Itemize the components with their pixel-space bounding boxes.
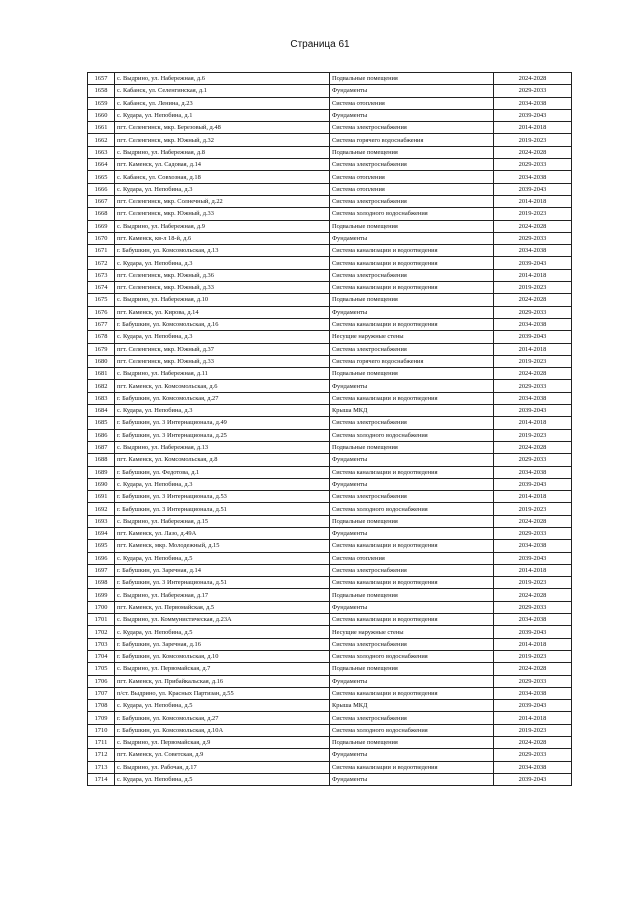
system-cell: Система холодного водоснабжения — [330, 503, 494, 515]
period-cell: 2029-2033 — [494, 306, 572, 318]
period-cell: 2039-2043 — [494, 478, 572, 490]
row-number: 1707 — [88, 687, 115, 699]
system-cell: Подвальные помещения — [330, 515, 494, 527]
row-number: 1672 — [88, 257, 115, 269]
system-cell: Система канализации и водоотведения — [330, 614, 494, 626]
address-cell: с. Кудара, ул. Непобина, д.3 — [115, 478, 330, 490]
table-row — [88, 306, 572, 318]
row-number: 1660 — [88, 109, 115, 121]
period-cell: 2014-2018 — [494, 417, 572, 429]
address-cell: пгт. Каменск, ул. Комсомольская, д.6 — [115, 380, 330, 392]
address-cell: г. Бабушкин, ул. 3 Интернационала, д.49 — [115, 417, 330, 429]
period-cell: 2019-2023 — [494, 429, 572, 441]
row-number: 1705 — [88, 663, 115, 675]
period-cell: 2019-2023 — [494, 208, 572, 220]
address-cell: с. Кудара, ул. Непобина, д.3 — [115, 331, 330, 343]
table-row — [88, 491, 572, 503]
address-cell: пгт. Каменск, ул. Советская, д.9 — [115, 749, 330, 761]
address-cell: пгт. Селенгинск, мкр. Южный, д.33 — [115, 355, 330, 367]
row-number: 1662 — [88, 134, 115, 146]
system-cell: Система отопления — [330, 183, 494, 195]
row-number: 1710 — [88, 724, 115, 736]
address-cell: с. Выдрино, ул. Набережная, д.15 — [115, 515, 330, 527]
table-row — [88, 368, 572, 380]
table-row — [88, 614, 572, 626]
row-number: 1665 — [88, 171, 115, 183]
system-cell: Система холодного водоснабжения — [330, 724, 494, 736]
system-cell: Система отопления — [330, 552, 494, 564]
period-cell: 2019-2023 — [494, 577, 572, 589]
page-title: Страница 61 — [290, 39, 350, 50]
system-cell: Подвальные помещения — [330, 294, 494, 306]
table-row — [88, 638, 572, 650]
period-cell: 2019-2023 — [494, 282, 572, 294]
address-cell: г. Бабушкин, ул. Комсомольская, д.27 — [115, 712, 330, 724]
row-number: 1670 — [88, 232, 115, 244]
system-cell: Система канализации и водоотведения — [330, 392, 494, 404]
period-cell: 2039-2043 — [494, 700, 572, 712]
system-cell: Система канализации и водоотведения — [330, 540, 494, 552]
row-number: 1714 — [88, 773, 115, 785]
row-number: 1691 — [88, 491, 115, 503]
period-cell: 2019-2023 — [494, 503, 572, 515]
table-body — [88, 73, 572, 786]
system-cell: Фундаменты — [330, 675, 494, 687]
row-number: 1709 — [88, 712, 115, 724]
period-cell: 2029-2033 — [494, 159, 572, 171]
row-number: 1697 — [88, 564, 115, 576]
system-cell: Подвальные помещения — [330, 368, 494, 380]
period-cell: 2024-2028 — [494, 220, 572, 232]
period-cell: 2034-2038 — [494, 761, 572, 773]
system-cell: Подвальные помещения — [330, 663, 494, 675]
period-cell: 2039-2043 — [494, 405, 572, 417]
system-cell: Фундаменты — [330, 773, 494, 785]
row-number: 1701 — [88, 614, 115, 626]
row-number: 1663 — [88, 146, 115, 158]
system-cell: Система электроснабжения — [330, 343, 494, 355]
period-cell: 2034-2038 — [494, 97, 572, 109]
table-row — [88, 712, 572, 724]
table-row — [88, 601, 572, 613]
system-cell: Система канализации и водоотведения — [330, 257, 494, 269]
address-cell: с. Кудара, ул. Непобина, д.5 — [115, 626, 330, 638]
address-cell: с. Выдрино, ул. Набережная, д.13 — [115, 441, 330, 453]
row-number: 1658 — [88, 85, 115, 97]
table-row — [88, 134, 572, 146]
row-number: 1693 — [88, 515, 115, 527]
address-cell: г. Бабушкин, ул. 3 Интернационала, д.53 — [115, 491, 330, 503]
system-cell: Система канализации и водоотведения — [330, 282, 494, 294]
period-cell: 2034-2038 — [494, 466, 572, 478]
table-row — [88, 466, 572, 478]
address-cell: с. Кабанск, ул. Селенгинская, д.1 — [115, 85, 330, 97]
period-cell: 2034-2038 — [494, 392, 572, 404]
address-cell: п/ст. Выдрино, ул. Красных Партизан, д.55 — [115, 687, 330, 699]
row-number: 1686 — [88, 429, 115, 441]
table-row — [88, 503, 572, 515]
period-cell: 2014-2018 — [494, 122, 572, 134]
system-cell: Система холодного водоснабжения — [330, 429, 494, 441]
row-number: 1669 — [88, 220, 115, 232]
address-cell: с. Выдрино, ул. Рабочая, д.17 — [115, 761, 330, 773]
period-cell: 2024-2028 — [494, 663, 572, 675]
address-cell: пгт. Селенгинск, мкр. Солнечный, д.22 — [115, 195, 330, 207]
address-cell: г. Бабушкин, ул. Федотова, д.1 — [115, 466, 330, 478]
row-number: 1687 — [88, 441, 115, 453]
row-number: 1690 — [88, 478, 115, 490]
table-row — [88, 85, 572, 97]
table-row — [88, 208, 572, 220]
system-cell: Несущие наружные стены — [330, 331, 494, 343]
row-number: 1708 — [88, 700, 115, 712]
system-cell: Фундаменты — [330, 109, 494, 121]
period-cell: 2034-2038 — [494, 171, 572, 183]
system-cell: Система электроснабжения — [330, 638, 494, 650]
address-cell: пгт. Каменск, ул. Лазо, д.49А — [115, 527, 330, 539]
row-number: 1696 — [88, 552, 115, 564]
address-cell: пгт. Каменск, ул. Садовая, д.14 — [115, 159, 330, 171]
address-cell: пгт. Каменск, ул. Первомайская, д.5 — [115, 601, 330, 613]
system-cell: Система канализации и водоотведения — [330, 577, 494, 589]
period-cell: 2039-2043 — [494, 552, 572, 564]
system-cell: Фундаменты — [330, 749, 494, 761]
address-cell: с. Выдрино, ул. Первомайская, д.9 — [115, 737, 330, 749]
table-row — [88, 675, 572, 687]
system-cell: Система канализации и водоотведения — [330, 466, 494, 478]
period-cell: 2039-2043 — [494, 331, 572, 343]
system-cell: Фундаменты — [330, 232, 494, 244]
address-cell: пгт. Каменск, ул. Кирова, д.14 — [115, 306, 330, 318]
table-row — [88, 700, 572, 712]
row-number: 1685 — [88, 417, 115, 429]
table-row — [88, 232, 572, 244]
period-cell: 2029-2033 — [494, 232, 572, 244]
system-cell: Фундаменты — [330, 380, 494, 392]
table-row — [88, 183, 572, 195]
table-row — [88, 761, 572, 773]
table-row — [88, 171, 572, 183]
period-cell: 2024-2028 — [494, 294, 572, 306]
table-row — [88, 540, 572, 552]
system-cell: Крыша МКД — [330, 700, 494, 712]
table-row — [88, 527, 572, 539]
table-row — [88, 73, 572, 85]
period-cell: 2029-2033 — [494, 380, 572, 392]
period-cell: 2024-2028 — [494, 737, 572, 749]
address-cell: г. Бабушкин, ул. Комсомольская, д.10А — [115, 724, 330, 736]
table-row — [88, 380, 572, 392]
row-number: 1659 — [88, 97, 115, 109]
period-cell: 2019-2023 — [494, 650, 572, 662]
system-cell: Подвальные помещения — [330, 441, 494, 453]
period-cell: 2029-2033 — [494, 527, 572, 539]
row-number: 1704 — [88, 650, 115, 662]
table-row — [88, 737, 572, 749]
period-cell: 2014-2018 — [494, 195, 572, 207]
address-cell: пгт. Селенгинск, мкр. Южный, д.37 — [115, 343, 330, 355]
table-row — [88, 159, 572, 171]
system-cell: Фундаменты — [330, 601, 494, 613]
row-number: 1664 — [88, 159, 115, 171]
row-number: 1680 — [88, 355, 115, 367]
row-number: 1657 — [88, 73, 115, 85]
system-cell: Подвальные помещения — [330, 589, 494, 601]
row-number: 1712 — [88, 749, 115, 761]
address-cell: г. Бабушкин, ул. Заречная, д.14 — [115, 564, 330, 576]
table-row — [88, 405, 572, 417]
address-cell: г. Бабушкин, ул. Комсомольская, д.13 — [115, 245, 330, 257]
table-row — [88, 269, 572, 281]
period-cell: 2029-2033 — [494, 85, 572, 97]
system-cell: Система электроснабжения — [330, 195, 494, 207]
period-cell: 2034-2038 — [494, 245, 572, 257]
system-cell: Фундаменты — [330, 478, 494, 490]
address-cell: с. Кудара, ул. Непобина, д.3 — [115, 257, 330, 269]
address-cell: г. Бабушкин, ул. Комсомольская, д.27 — [115, 392, 330, 404]
table-row — [88, 454, 572, 466]
system-cell: Система электроснабжения — [330, 417, 494, 429]
address-cell: г. Бабушкин, ул. 3 Интернационала, д.51 — [115, 577, 330, 589]
address-cell: г. Бабушкин, ул. Комсомольская, д.10 — [115, 650, 330, 662]
row-number: 1666 — [88, 183, 115, 195]
period-cell: 2034-2038 — [494, 687, 572, 699]
period-cell: 2029-2033 — [494, 454, 572, 466]
period-cell: 2039-2043 — [494, 183, 572, 195]
period-cell: 2014-2018 — [494, 564, 572, 576]
system-cell: Несущие наружные стены — [330, 626, 494, 638]
table-row — [88, 478, 572, 490]
address-cell: с. Выдрино, ул. Первомайская, д.7 — [115, 663, 330, 675]
address-cell: с. Выдрино, ул. Коммунистическая, д.23А — [115, 614, 330, 626]
address-cell: пгт. Селенгинск, мкр. Южный, д.32 — [115, 134, 330, 146]
address-cell: пгт. Селенгинск, мкр. Южный, д.36 — [115, 269, 330, 281]
system-cell: Подвальные помещения — [330, 220, 494, 232]
table-row — [88, 343, 572, 355]
row-number: 1692 — [88, 503, 115, 515]
table-row — [88, 392, 572, 404]
system-cell: Система холодного водоснабжения — [330, 650, 494, 662]
row-number: 1682 — [88, 380, 115, 392]
address-cell: с. Кудара, ул. Непобина, д.3 — [115, 405, 330, 417]
system-cell: Система электроснабжения — [330, 269, 494, 281]
address-cell: с. Выдрино, ул. Набережная, д.17 — [115, 589, 330, 601]
system-cell: Система холодного водоснабжения — [330, 208, 494, 220]
address-cell: г. Бабушкин, ул. Комсомольская, д.16 — [115, 318, 330, 330]
table-row — [88, 97, 572, 109]
table-row — [88, 626, 572, 638]
period-cell: 2019-2023 — [494, 724, 572, 736]
period-cell: 2029-2033 — [494, 675, 572, 687]
address-cell: с. Выдрино, ул. Набережная, д.10 — [115, 294, 330, 306]
row-number: 1668 — [88, 208, 115, 220]
table-row — [88, 441, 572, 453]
row-number: 1703 — [88, 638, 115, 650]
row-number: 1671 — [88, 245, 115, 257]
period-cell: 2024-2028 — [494, 73, 572, 85]
address-cell: г. Бабушкин, ул. 3 Интернационала, д.25 — [115, 429, 330, 441]
system-cell: Система электроснабжения — [330, 122, 494, 134]
system-cell: Система канализации и водоотведения — [330, 761, 494, 773]
system-cell: Крыша МКД — [330, 405, 494, 417]
period-cell: 2019-2023 — [494, 355, 572, 367]
row-number: 1677 — [88, 318, 115, 330]
address-cell: пгт. Каменск, мкр. Молодежный, д.15 — [115, 540, 330, 552]
repair-schedule-table — [87, 72, 572, 786]
row-number: 1681 — [88, 368, 115, 380]
system-cell: Система канализации и водоотведения — [330, 245, 494, 257]
period-cell: 2014-2018 — [494, 638, 572, 650]
system-cell: Фундаменты — [330, 454, 494, 466]
period-cell: 2014-2018 — [494, 712, 572, 724]
system-cell: Система электроснабжения — [330, 564, 494, 576]
table-row — [88, 146, 572, 158]
system-cell: Фундаменты — [330, 527, 494, 539]
address-cell: пгт. Селенгинск, мкр. Южный, д.33 — [115, 208, 330, 220]
table-row — [88, 294, 572, 306]
table-row — [88, 245, 572, 257]
row-number: 1698 — [88, 577, 115, 589]
system-cell: Система электроснабжения — [330, 712, 494, 724]
system-cell: Фундаменты — [330, 85, 494, 97]
period-cell: 2019-2023 — [494, 134, 572, 146]
row-number: 1695 — [88, 540, 115, 552]
system-cell: Фундаменты — [330, 306, 494, 318]
table-row — [88, 650, 572, 662]
row-number: 1684 — [88, 405, 115, 417]
address-cell: с. Кудара, ул. Непобина, д.5 — [115, 773, 330, 785]
address-cell: с. Выдрино, ул. Набережная, д.9 — [115, 220, 330, 232]
address-cell: пгт. Селенгинск, мкр. Березовый, д.48 — [115, 122, 330, 134]
row-number: 1706 — [88, 675, 115, 687]
table-row — [88, 429, 572, 441]
system-cell: Система отопления — [330, 97, 494, 109]
system-cell: Подвальные помещения — [330, 737, 494, 749]
table-row — [88, 220, 572, 232]
row-number: 1661 — [88, 122, 115, 134]
system-cell: Подвальные помещения — [330, 146, 494, 158]
period-cell: 2039-2043 — [494, 626, 572, 638]
address-cell: пгт. Каменск, ул. Комсомольская, д.8 — [115, 454, 330, 466]
row-number: 1702 — [88, 626, 115, 638]
row-number: 1700 — [88, 601, 115, 613]
period-cell: 2029-2033 — [494, 749, 572, 761]
period-cell: 2034-2038 — [494, 540, 572, 552]
period-cell: 2039-2043 — [494, 257, 572, 269]
row-number: 1676 — [88, 306, 115, 318]
system-cell: Система канализации и водоотведения — [330, 318, 494, 330]
row-number: 1689 — [88, 466, 115, 478]
address-cell: г. Бабушкин, ул. 3 Интернационала, д.51 — [115, 503, 330, 515]
address-cell: пгт. Селенгинск, мкр. Южный, д.33 — [115, 282, 330, 294]
table-row — [88, 749, 572, 761]
address-cell: с. Кудара, ул. Непобина, д.5 — [115, 700, 330, 712]
table-row — [88, 515, 572, 527]
address-cell: пгт. Каменск, ул. Прибайкальская, д.16 — [115, 675, 330, 687]
row-number: 1673 — [88, 269, 115, 281]
period-cell: 2024-2028 — [494, 515, 572, 527]
table-row — [88, 417, 572, 429]
system-cell: Система отопления — [330, 171, 494, 183]
period-cell: 2024-2028 — [494, 368, 572, 380]
system-cell: Подвальные помещения — [330, 73, 494, 85]
table-row — [88, 589, 572, 601]
period-cell: 2014-2018 — [494, 491, 572, 503]
period-cell: 2034-2038 — [494, 318, 572, 330]
row-number: 1694 — [88, 527, 115, 539]
period-cell: 2014-2018 — [494, 269, 572, 281]
row-number: 1688 — [88, 454, 115, 466]
address-cell: с. Выдрино, ул. Набережная, д.8 — [115, 146, 330, 158]
period-cell: 2034-2038 — [494, 614, 572, 626]
address-cell: с. Кудара, ул. Непобина, д.5 — [115, 552, 330, 564]
period-cell: 2024-2028 — [494, 441, 572, 453]
period-cell: 2029-2033 — [494, 601, 572, 613]
address-cell: с. Кудара, ул. Непобина, д.1 — [115, 109, 330, 121]
address-cell: с. Кабанск, ул. Ленина, д.23 — [115, 97, 330, 109]
table-row — [88, 663, 572, 675]
table-row — [88, 122, 572, 134]
address-cell: с. Кабанск, ул. Совхозная, д.18 — [115, 171, 330, 183]
table-row — [88, 257, 572, 269]
table-row — [88, 687, 572, 699]
table-row — [88, 564, 572, 576]
system-cell: Система электроснабжения — [330, 491, 494, 503]
table-row — [88, 773, 572, 785]
address-cell: с. Выдрино, ул. Набережная, д.11 — [115, 368, 330, 380]
table-row — [88, 724, 572, 736]
address-cell: с. Выдрино, ул. Набережная, д.6 — [115, 73, 330, 85]
table-row — [88, 577, 572, 589]
table-row — [88, 318, 572, 330]
row-number: 1683 — [88, 392, 115, 404]
row-number: 1674 — [88, 282, 115, 294]
table-row — [88, 109, 572, 121]
table-row — [88, 355, 572, 367]
table-row — [88, 282, 572, 294]
table-row — [88, 195, 572, 207]
system-cell: Система горячего водоснабжения — [330, 355, 494, 367]
system-cell: Система канализации и водоотведения — [330, 687, 494, 699]
system-cell: Система горячего водоснабжения — [330, 134, 494, 146]
period-cell: 2014-2018 — [494, 343, 572, 355]
table-row — [88, 552, 572, 564]
address-cell: пгт. Каменск, кв-л 18-й, д.6 — [115, 232, 330, 244]
row-number: 1667 — [88, 195, 115, 207]
row-number: 1675 — [88, 294, 115, 306]
period-cell: 2024-2028 — [494, 146, 572, 158]
row-number: 1711 — [88, 737, 115, 749]
period-cell: 2024-2028 — [494, 589, 572, 601]
address-cell: с. Кудара, ул. Непобина, д.3 — [115, 183, 330, 195]
period-cell: 2039-2043 — [494, 109, 572, 121]
row-number: 1678 — [88, 331, 115, 343]
row-number: 1679 — [88, 343, 115, 355]
period-cell: 2039-2043 — [494, 773, 572, 785]
row-number: 1699 — [88, 589, 115, 601]
table-row — [88, 331, 572, 343]
address-cell: г. Бабушкин, ул. Заречная, д.16 — [115, 638, 330, 650]
system-cell: Система электроснабжения — [330, 159, 494, 171]
row-number: 1713 — [88, 761, 115, 773]
